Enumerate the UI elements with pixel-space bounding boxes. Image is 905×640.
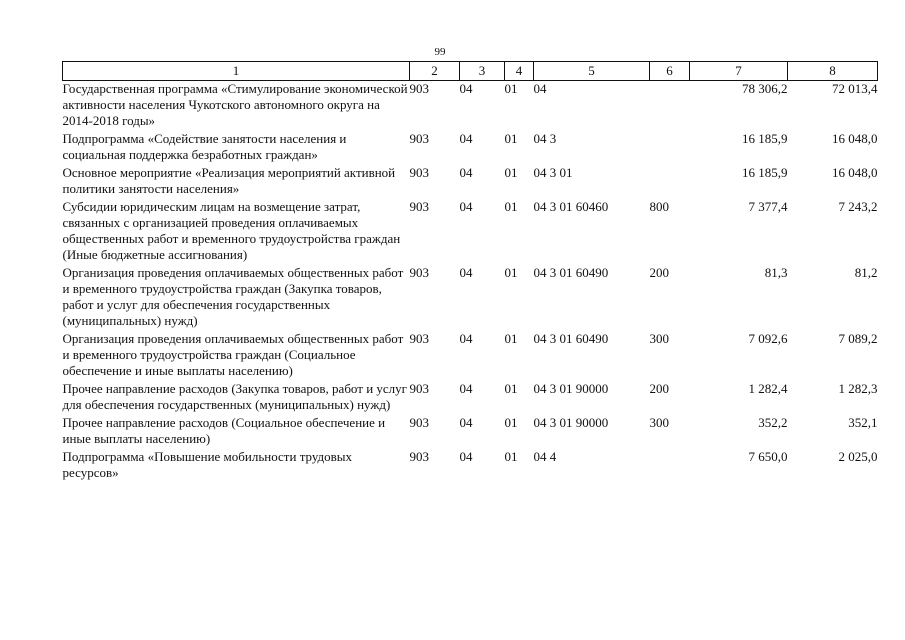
- row-section: 04: [459, 81, 473, 96]
- row-subsection: 01: [504, 81, 518, 96]
- row-name: Основное мероприятие «Реализация мероприятий активной политики занятости населения»: [62, 165, 396, 196]
- header-sum1: 7: [690, 62, 788, 81]
- row-section: 04: [459, 381, 473, 396]
- row-name: Организация проведения оплачиваемых общественных работ и временного трудоустройства граждан (Закупка товаров, работ и услуг для обеспечения государственных (муниципальных) нужд): [62, 265, 404, 328]
- row-sum1: 7 377,4: [748, 199, 788, 214]
- table-row: [63, 81, 878, 132]
- row-section: 04: [459, 131, 473, 146]
- row-name: Организация проведения оплачиваемых общественных работ и временного трудоустройства граждан (Социальное обеспечение и иные выплаты населению): [62, 331, 404, 378]
- table-row: [63, 165, 878, 199]
- row-csr: 04 3 01 60460: [533, 199, 609, 214]
- row-vr: [650, 131, 690, 165]
- row-sum1: 78 306,2: [742, 81, 788, 96]
- page-number: 99: [434, 46, 446, 58]
- row-subsection: 01: [504, 199, 518, 214]
- table-row: [63, 131, 878, 165]
- row-csr: 04 3 01 60490: [533, 331, 609, 346]
- row-name: Подпрограмма «Содействие занятости населения и социальная поддержка безработных граждан»: [62, 131, 347, 162]
- row-sum2: 352,1: [848, 415, 878, 430]
- row-sum1: 1 282,4: [748, 381, 788, 396]
- row-vr: [650, 165, 690, 199]
- row-sum1: 7 092,6: [748, 331, 788, 346]
- table-row: [63, 381, 878, 415]
- row-csr: 04 4: [533, 449, 557, 464]
- row-sum2: 16 048,0: [832, 165, 878, 180]
- row-grbs: 903: [409, 199, 429, 214]
- table-row: [63, 265, 878, 331]
- row-vr: 800: [649, 199, 669, 214]
- row-sum1: 7 650,0: [748, 449, 788, 464]
- row-sum2: 81,2: [854, 265, 878, 280]
- row-sum2: 2 025,0: [838, 449, 878, 464]
- table-row: [63, 415, 878, 449]
- row-grbs: 903: [409, 131, 429, 146]
- row-section: 04: [459, 199, 473, 214]
- row-section: 04: [459, 415, 473, 430]
- row-sum2: 7 089,2: [838, 331, 878, 346]
- row-section: 04: [459, 265, 473, 280]
- row-section: 04: [459, 165, 473, 180]
- table-row: [63, 199, 878, 265]
- row-subsection: 01: [504, 131, 518, 146]
- row-section: 04: [459, 331, 473, 346]
- header-grbs: 2: [410, 62, 460, 81]
- row-vr: 300: [649, 415, 669, 430]
- row-sum2: 7 243,2: [838, 199, 878, 214]
- row-subsection: 01: [504, 381, 518, 396]
- row-grbs: 903: [409, 331, 429, 346]
- row-subsection: 01: [504, 331, 518, 346]
- row-subsection: 01: [504, 265, 518, 280]
- row-subsection: 01: [504, 165, 518, 180]
- row-grbs: 903: [409, 415, 429, 430]
- row-csr: 04 3 01: [533, 165, 573, 180]
- row-sum1: 16 185,9: [742, 131, 788, 146]
- header-row: [63, 62, 878, 81]
- row-grbs: 903: [409, 81, 429, 96]
- row-grbs: 903: [409, 265, 429, 280]
- header-section: 3: [460, 62, 505, 81]
- row-sum2: 1 282,3: [838, 381, 878, 396]
- header-csr: 5: [534, 62, 650, 81]
- row-vr: 200: [649, 381, 669, 396]
- row-vr: 300: [649, 331, 669, 346]
- row-name: Подпрограмма «Повышение мобильности трудовых ресурсов»: [62, 449, 353, 480]
- row-name: Субсидии юридическим лицам на возмещение затрат, связанных с организацией проведения оплачиваемых общественных работ и временного трудоустройства граждан (Иные бюджетные ассигнования): [62, 199, 401, 262]
- row-section: 04: [459, 449, 473, 464]
- row-grbs: 903: [409, 165, 429, 180]
- row-subsection: 01: [504, 449, 518, 464]
- header-subsection: 4: [505, 62, 534, 81]
- row-csr: 04 3 01 90000: [533, 381, 609, 396]
- row-csr: 04 3 01 60490: [533, 265, 609, 280]
- header-vr: 6: [650, 62, 690, 81]
- row-vr: [650, 81, 690, 132]
- row-sum2: 16 048,0: [832, 131, 878, 146]
- row-name: Государственная программа «Стимулирование экономической активности населения Чукотского автономного округа на 2014-2018 годы»: [62, 81, 408, 128]
- row-grbs: 903: [409, 449, 429, 464]
- budget-table: [62, 61, 878, 483]
- row-csr: 04 3 01 90000: [533, 415, 609, 430]
- row-subsection: 01: [504, 415, 518, 430]
- row-name: Прочее направление расходов (Закупка товаров, работ и услуг для обеспечения государственных (муниципальных) нужд): [62, 381, 407, 412]
- row-vr: [650, 449, 690, 483]
- row-name: Прочее направление расходов (Социальное обеспечение и иные выплаты населению): [62, 415, 386, 446]
- table-row: [63, 449, 878, 483]
- row-sum1: 16 185,9: [742, 165, 788, 180]
- header-sum2: 8: [788, 62, 878, 81]
- header-name: 1: [63, 62, 410, 81]
- row-sum2: 72 013,4: [832, 81, 878, 96]
- row-sum1: 81,3: [764, 265, 788, 280]
- row-csr: 04: [533, 81, 547, 96]
- row-vr: 200: [649, 265, 669, 280]
- row-grbs: 903: [409, 381, 429, 396]
- table-row: [63, 331, 878, 381]
- row-sum1: 352,2: [758, 415, 788, 430]
- row-csr: 04 3: [533, 131, 557, 146]
